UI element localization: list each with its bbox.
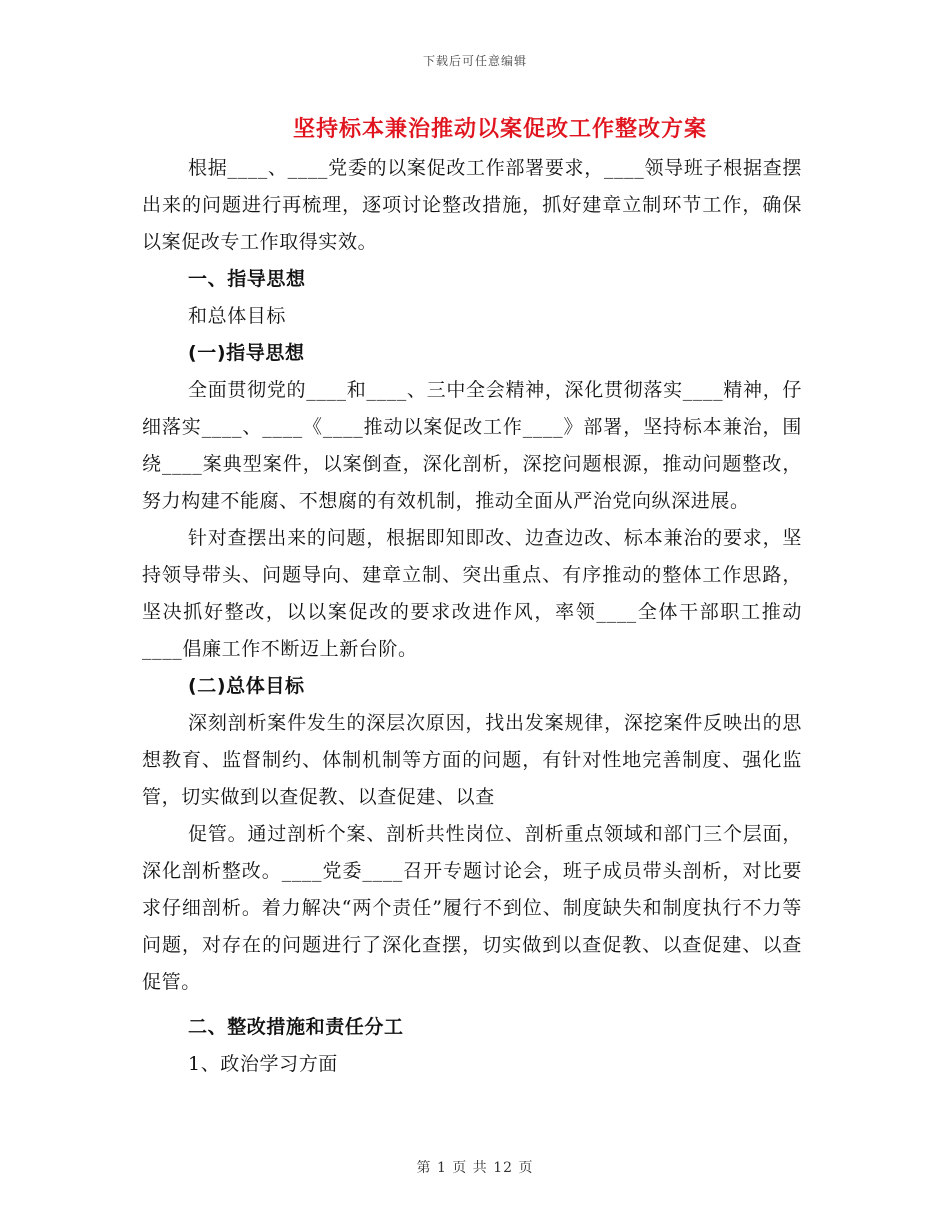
document-title: 坚持标本兼治推动以案促改工作整改方案 [292,117,707,142]
paragraph-goals-1: 深刻剖析案件发生的深层次原因，找出发案规律，深挖案件反映出的思想教育、监督制约、体制机制等方面的问题，有针对性地完善制度、强化监管，切实做到以查促教、以查促建、以查 [142,712,802,808]
paragraph-subtitle: 和总体目标 [188,305,287,327]
section-heading-guiding: 一、指导思想 [188,268,306,290]
subsection-heading-guiding: (一)指导思想 [188,342,305,364]
paragraph-guiding-2: 针对查摆出来的问题，根据即知即改、边查边改、标本兼治的要求，坚持领导带头、问题导向、建章立制、突出重点、有序推动的整体工作思路，坚决抓好整改，以以案促改的要求改进作风，率领____全体干部职工推动____倡廉工作不断迈上新台阶。 [142,527,802,660]
paragraph-goals-2: 促管。通过剖析个案、剖析共性岗位、剖析重点领域和部门三个层面，深化剖析整改。____党委____召开专题讨论会，班子成员带头剖析，对比要求仔细剖析。着力解决“两个责任”履行不到位、制度缺失和制度执行不力等问题，对存在的问题进行了深化查摆，切实做到以查促教、以查促建、以查促管。 [142,823,802,993]
paragraph-guiding-1: 全面贯彻党的____和____、三中全会精神，深化贯彻落实____精神，仔细落实____、____《____推动以案促改工作____》部署，坚持标本兼治，围绕____案典型案件，以案倒查，深化剖析，深挖问题根源，推动问题整改，努力构建不能腐、不想腐的有效机制，推动全面从严治党向纵深进展。 [142,379,802,512]
section-heading-measures: 二、整改措施和责任分工 [188,1016,404,1038]
subsection-heading-goals: (二)总体目标 [188,675,305,697]
paragraph-intro: 根据____、____党委的以案促改工作部署要求，____领导班子根据查摆出来的问题进行再梳理，逐项讨论整改措施，抓好建章立制环节工作，确保以案促改专工作取得实效。 [142,157,802,253]
page-number-footer: 第 1 页 共 12 页 [416,1160,534,1176]
paragraph-political-study: 1、政治学习方面 [188,1053,338,1075]
document-body [142,150,802,1083]
header-note: 下载后可任意编辑 [422,54,527,68]
